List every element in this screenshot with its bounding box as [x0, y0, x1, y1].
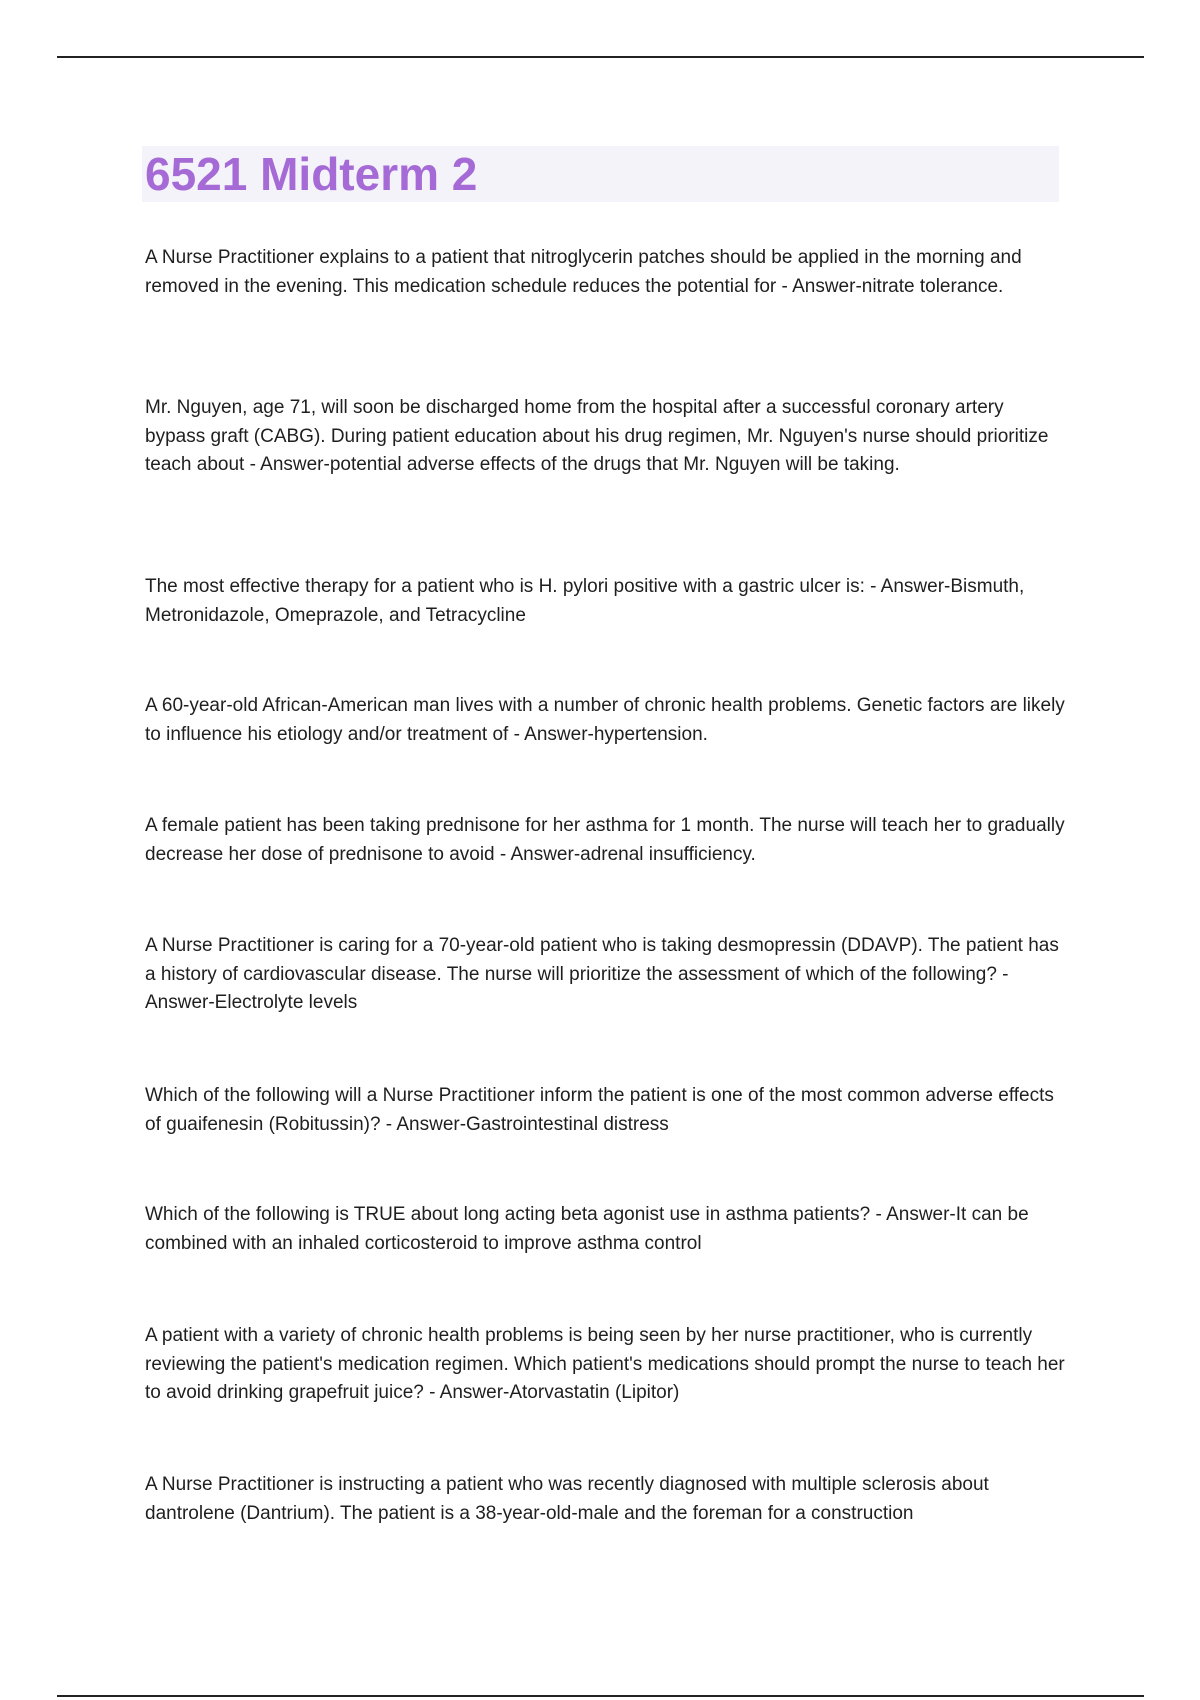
- question-4: A 60-year-old African-American man lives with a number of chronic health problems. Genetic factors are likely to influence his etiology and/or treatment of - Answer-hypertension.: [145, 695, 1065, 745]
- top-rule: [57, 56, 1144, 58]
- question-5: A female patient has been taking prednisone for her asthma for 1 month. The nurse will teach her to gradually decrease her dose of prednisone to avoid - Answer-adrenal insufficiency.: [145, 815, 1065, 865]
- question-6: A Nurse Practitioner is caring for a 70-year-old patient who is taking desmopressin (DDAVP). The patient has a history of cardiovascular disease. The nurse will prioritize the assessment of which of the following? - Answer-Electrolyte levels: [145, 935, 1059, 1013]
- title-band: [142, 146, 1059, 202]
- question-7: Which of the following will a Nurse Practitioner inform the patient is one of the most common adverse effects of guaifenesin (Robitussin)? - Answer-Gastrointestinal distress: [145, 1085, 1054, 1135]
- question-1: A Nurse Practitioner explains to a patient that nitroglycerin patches should be applied in the morning and removed in the evening. This medication schedule reduces the potential for - Answer-nitrate tolerance.: [145, 247, 1022, 297]
- question-9: A patient with a variety of chronic health problems is being seen by her nurse practitioner, who is currently reviewing the patient's medication regimen. Which patient's medications should prompt the nurse to teach her to avoid drinking grapefruit juice? - Answer-Atorvastatin (Lipitor): [145, 1325, 1065, 1403]
- question-10: A Nurse Practitioner is instructing a patient who was recently diagnosed with multiple sclerosis about dantrolene (Dantrium). The patient is a 38-year-old-male and the foreman for a construction: [145, 1474, 989, 1524]
- bottom-rule: [57, 1695, 1144, 1697]
- page-title: 6521 Midterm 2: [145, 148, 478, 200]
- question-8: Which of the following is TRUE about long acting beta agonist use in asthma patients? - Answer-It can be combined with an inhaled corticosteroid to improve asthma control: [145, 1204, 1029, 1254]
- question-2: Mr. Nguyen, age 71, will soon be discharged home from the hospital after a successful coronary artery bypass graft (CABG). During patient education about his drug regimen, Mr. Nguyen's nurse should prioritize teach about - Answer-potential adverse effects of the drugs that Mr. Nguyen will be taking.: [145, 397, 1049, 475]
- question-3: The most effective therapy for a patient who is H. pylori positive with a gastric ulcer is: - Answer-Bismuth, Metronidazole, Omeprazole, and Tetracycline: [145, 576, 1025, 626]
